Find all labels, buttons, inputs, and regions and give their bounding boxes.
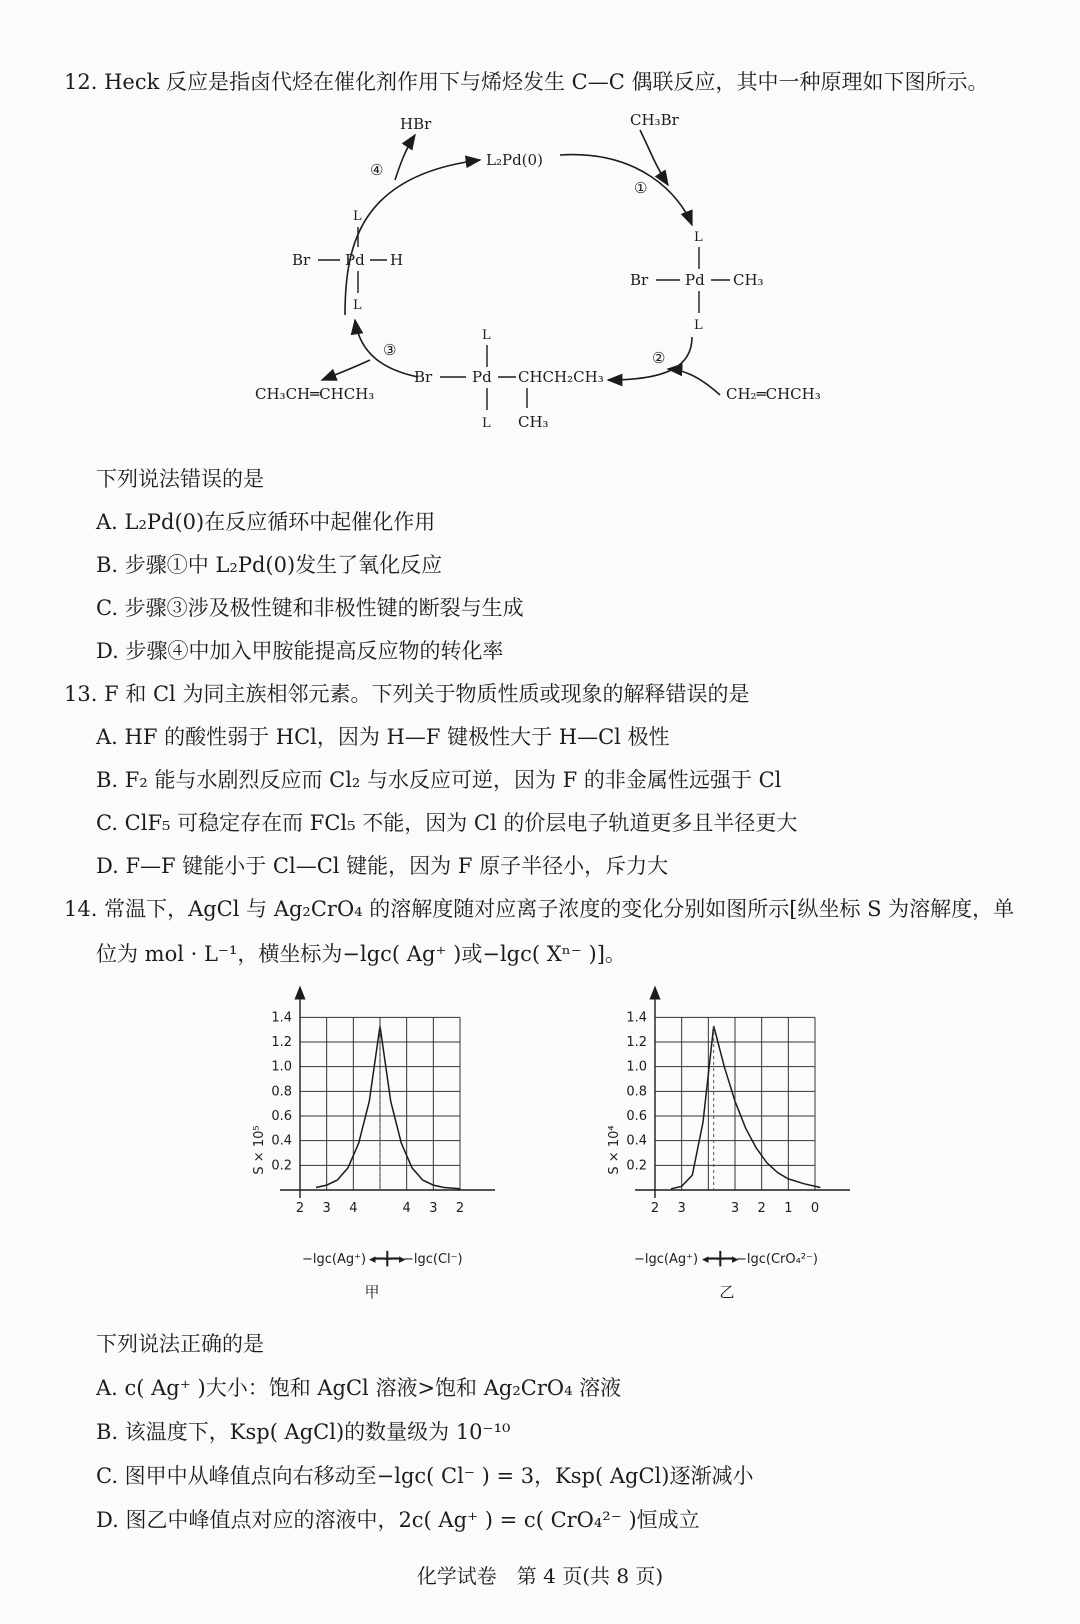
y-tick-label: 1.2 [626, 1035, 647, 1050]
q14-stem-line2: 位为 mol · L⁻¹，横坐标为−lgc( Ag⁺ )或−lgc( Xⁿ⁻ )]。 [96, 942, 626, 966]
butene-label: CH₃CH═CHCH₃ [255, 385, 375, 403]
arrow-ch3br-in [640, 130, 668, 185]
bottom-br: Br [414, 368, 433, 386]
x-tick-label: 0 [810, 1201, 820, 1216]
y-tick-label: 1.4 [626, 1010, 647, 1026]
x-tick-label: 2 [455, 1201, 465, 1216]
chart-yi-grid [635, 987, 850, 1198]
x-tick-label: 2 [295, 1201, 305, 1216]
x-tick-label: 4 [349, 1201, 358, 1216]
arrow-butene-out [322, 360, 370, 380]
arrow-step1 [560, 155, 692, 225]
x-tick-label: 3 [730, 1201, 740, 1216]
y-tick-label: 0.4 [626, 1133, 647, 1149]
bottom-pd: Pd [472, 368, 492, 386]
y-tick-label: 1.0 [271, 1059, 292, 1075]
right-br: Br [630, 271, 649, 289]
left-l-bottom: L [353, 298, 362, 313]
x-tick-label: 1 [784, 1201, 793, 1216]
q13-option-c: C. ClF₅ 可稳定存在而 FCl₅ 不能，因为 Cl 的价层电子轨道更多且半径更大 [96, 811, 798, 835]
chart-jia-caption: 甲 [364, 1283, 380, 1301]
right-l-bottom: L [694, 318, 703, 333]
chart-jia-ylabel: S × 10⁵ [252, 1125, 267, 1175]
q13-option-b: B. F₂ 能与水剧烈反应而 Cl₂ 与水反应可逆，因为 F 的非金属性远强于 Cl [96, 768, 782, 792]
q12-option-b: B. 步骤①中 L₂Pd(0)发生了氧化反应 [96, 553, 443, 577]
left-h: H [390, 251, 404, 269]
left-br: Br [292, 251, 311, 269]
x-tick-label: 4 [402, 1201, 411, 1216]
page-footer: 化学试卷 第 4 页(共 8 页) [416, 1564, 664, 1588]
arrow-step4 [345, 160, 480, 315]
q12-prompt: 下列说法错误的是 [96, 467, 264, 491]
q14-option-c: C. 图甲中从峰值点向右移动至−lgc( Cl⁻ ) = 3，Ksp( AgCl)逐渐减小 [96, 1464, 754, 1488]
ch3br-label: CH₃Br [630, 111, 679, 129]
right-l-top: L [694, 230, 703, 245]
chart-jia-xlabel-left: −lgc(Ag⁺) [302, 1252, 367, 1267]
q12-option-c: C. 步骤③涉及极性键和非极性键的断裂与生成 [96, 596, 524, 620]
chart-jia-grid [280, 987, 495, 1198]
chart-yi-ylabel: S × 10⁴ [607, 1125, 622, 1175]
bottom-ch3: CH₃ [518, 413, 549, 431]
bottom-l-top: L [482, 328, 491, 343]
y-tick-label: 1.0 [626, 1059, 647, 1075]
x-tick-label: 2 [650, 1201, 660, 1216]
chart-yi-xlabel-right: −lgc(CrO₄²⁻) [736, 1252, 818, 1267]
q13-option-d: D. F—F 键能小于 Cl—Cl 键能，因为 F 原子半径小，斥力大 [96, 854, 669, 878]
chart-yi-xlabel-left: −lgc(Ag⁺) [634, 1252, 699, 1267]
q12-option-a: A. L₂Pd(0)在反应循环中起催化作用 [96, 510, 436, 534]
y-tick-label: 0.4 [271, 1133, 292, 1149]
y-tick-label: 0.6 [626, 1109, 647, 1124]
arrow-propene-in [668, 369, 720, 395]
solubility-curve [316, 1026, 460, 1189]
arrow-step2 [608, 337, 692, 380]
chart-jia-xlabel-right: −lgc(Cl⁻) [403, 1252, 463, 1267]
y-tick-label: 0.2 [626, 1158, 647, 1174]
y-tick-label: 0.2 [271, 1158, 292, 1174]
x-tick-label: 3 [429, 1201, 438, 1216]
hbr-label: HBr [400, 115, 432, 133]
chart-yi-arrows: ◂━╋━▸ [702, 1252, 739, 1267]
chart-jia [245, 985, 545, 1305]
chart-yi-caption: 乙 [719, 1283, 735, 1301]
x-tick-label: 2 [757, 1201, 766, 1216]
q14-stem-line1: 14. 常温下，AgCl 与 Ag₂CrO₄ 的溶解度随对应离子浓度的变化分别如图所示[纵坐标 S 为溶解度，单 [64, 897, 1015, 921]
step1-label: ① [634, 179, 648, 197]
q14-option-a: A. c( Ag⁺ )大小：饱和 AgCl 溶液>饱和 Ag₂CrO₄ 溶液 [96, 1376, 622, 1400]
y-tick-label: 0.8 [626, 1084, 647, 1100]
arrow-hbr-out [395, 135, 415, 180]
q13-stem: 13. F 和 Cl 为同主族相邻元素。下列关于物质性质或现象的解释错误的是 [64, 682, 750, 706]
left-l-top: L [353, 209, 362, 224]
bottom-chch2ch3: CHCH₂CH₃ [518, 368, 604, 386]
step4-label: ④ [370, 161, 384, 179]
step2-label: ② [652, 349, 666, 367]
right-pd: Pd [685, 271, 705, 289]
heck-cycle-diagram [0, 105, 1080, 465]
step3-label: ③ [383, 341, 397, 359]
x-tick-label: 3 [322, 1201, 331, 1216]
bottom-l-bottom: L [482, 416, 491, 431]
y-tick-label: 1.4 [271, 1010, 292, 1026]
y-tick-label: 0.8 [271, 1084, 292, 1100]
y-tick-label: 0.6 [271, 1109, 292, 1124]
left-pd: Pd [345, 251, 365, 269]
q12-stem: 12. Heck 反应是指卤代烃在催化剂作用下与烯烃发生 C—C 偶联反应，其中一种原理如下图所示。 [64, 70, 989, 94]
solubility-curve [671, 1026, 820, 1189]
q14-option-b: B. 该温度下，Ksp( AgCl)的数量级为 10⁻¹⁰ [96, 1420, 511, 1444]
q12-option-d: D. 步骤④中加入甲胺能提高反应物的转化率 [96, 639, 504, 663]
q14-prompt: 下列说法正确的是 [96, 1332, 264, 1356]
propene-label: CH₂═CHCH₃ [726, 385, 821, 403]
chart-yi [600, 985, 900, 1305]
chart-jia-arrows: ◂━╋━▸ [369, 1252, 406, 1267]
l2pd-label: L₂Pd(0) [486, 151, 543, 169]
q14-option-d: D. 图乙中峰值点对应的溶液中，2c( Ag⁺ ) = c( CrO₄²⁻ )恒成立 [96, 1508, 700, 1532]
q13-option-a: A. HF 的酸性弱于 HCl，因为 H—F 键极性大于 H—Cl 极性 [96, 725, 670, 749]
x-tick-label: 3 [677, 1201, 686, 1216]
y-tick-label: 1.2 [271, 1035, 292, 1050]
right-ch3: CH₃ [733, 271, 764, 289]
